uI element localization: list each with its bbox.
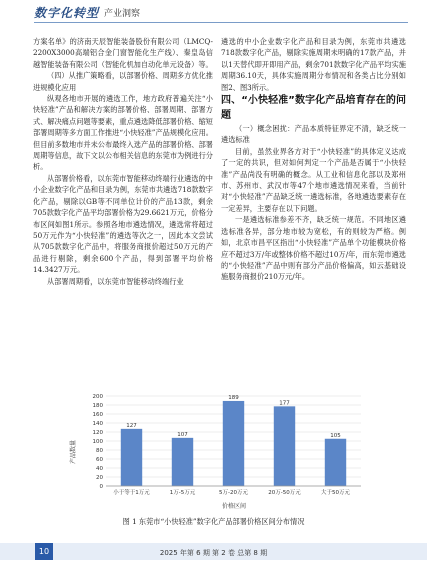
y-tick-label: 160 <box>92 412 103 418</box>
y-tick-label: 0 <box>99 484 103 490</box>
header-divider <box>34 22 408 23</box>
right-column <box>221 36 406 283</box>
bar-chart <box>66 390 366 510</box>
section-heading: 四、“小快轻准”数字化产品培育存在的问题 <box>221 95 406 122</box>
y-axis-label: 产品数量 <box>70 439 77 465</box>
bar <box>172 438 193 486</box>
x-tick-label: 1万-5万元 <box>169 490 196 496</box>
data-label: 189 <box>228 394 239 401</box>
y-tick-label: 180 <box>92 403 103 409</box>
y-tick-label: 200 <box>92 394 103 400</box>
y-tick-label: 40 <box>96 466 103 472</box>
left-column <box>33 36 213 287</box>
bar <box>223 401 244 486</box>
y-tick-label: 100 <box>92 439 103 445</box>
journal-logo: 数字化转型 <box>34 6 100 20</box>
y-tick-label: 120 <box>92 430 103 436</box>
paragraph: 一是遴选标准参差不齐，缺乏统一规范。不同地区遴选标准各异，部分地市较为宽松，有的则较为严格。例如，北京市昌平区指出“小快轻准”产品单个功能模块价格应不超过3万/年或整体价格不超过10万/年，而东莞市遴选的“小快轻准”产品中则有部分产品价格偏高，如云基础设施服务商报价210万元/年。 <box>221 215 406 282</box>
y-tick-label: 20 <box>96 475 103 481</box>
issue-info: 2025 年第 6 期 第 2 卷 总第 8 期 <box>159 549 268 557</box>
y-tick-label: 80 <box>96 448 103 454</box>
page-header <box>0 0 427 30</box>
paragraph: 纵观各地市开展的遴选工作，地方政府普遍关注“小快轻准”产品和解决方案的部署价格、部署周期、部署方式、解决痛点问题等要素，重点遴选降低部署价格、缩短部署周期等多方面工作推进“小快轻准”产品规模化应用。但目前多数地市并未公布最终入选产品的部署价格、部署周期等信息，故下文以公布相关信息的东莞市为例进行分析。 <box>33 94 213 172</box>
paragraph: 方案名单》的济南天辰智能装备股份有限公司（LMCQ-2200X3000高端铝合金门窗智能化生产线）、秦皇岛信越智能装备有限公司（智能化机加自动化单元设备）等。 <box>33 37 213 69</box>
paragraph: （一）概念困扰：产品本质特征界定不清，缺乏统一遴选标准 <box>221 124 406 145</box>
page-number: 10 <box>35 543 53 560</box>
x-tick-label: 5万-20万元 <box>219 490 248 496</box>
x-axis-label: 价格区间 <box>221 503 247 510</box>
y-tick-label: 60 <box>96 457 103 463</box>
paragraph: 从部署价格看，以东莞市智能移动终端行业遴选的中小企业数字化产品和目录为例，东莞市共遴选718款数字化产品，剔除以GB等不同单位计价的产品13款，剩余705款数字化产品平均部署价格为29.6621万元，价格分布区间如图1所示。参照各地市遴选情况，遴选常将超过50万元作为“小快轻准”的遴选等次之一，因此本文尝试从705款数字化产品中，将服务商报价超过50万元的产品进行剔除，剩余600个产品，得到部署平均价格14.3427万元。 <box>33 173 214 275</box>
paragraph: 遴选的中小企业数字化产品和目录为例，东莞市共遴选718款数字化产品，剔除实施周期未明确的17款产品，并以1天替代即开即用产品，剩余701款数字化产品平均实施周期36.10天，具体实施周期分布情况和各类占比分别如图2、图3所示。 <box>221 37 406 92</box>
data-label: 127 <box>126 422 137 429</box>
paragraph: （四）从推广策略看，以部署价格、周期多方优化推进规模化应用 <box>33 71 213 92</box>
x-tick-label: 20万-50万元 <box>268 490 301 496</box>
bar <box>325 439 346 486</box>
bar <box>121 429 142 486</box>
data-label: 107 <box>177 431 188 438</box>
section-label: 产业洞察 <box>104 9 141 19</box>
paragraph: 从部署周期看，以东莞市智能移动终端行业 <box>47 276 184 286</box>
data-label: 177 <box>279 400 290 407</box>
bar <box>274 406 295 486</box>
y-tick-label: 140 <box>92 421 103 427</box>
data-label: 105 <box>330 432 341 439</box>
figure-caption: 图 1 东莞市“小快轻准”数字化产品部署价格区间分布情况 <box>122 517 305 526</box>
x-tick-label: 小于等于1万元 <box>113 490 150 496</box>
bar-chart-svg <box>66 390 366 510</box>
paragraph: 目前，虽然业界各方对于“小快轻准”的具体定义达成了一定的共识，但对如何判定一个产品是否属于“小快轻准”产品尚没有明确的概念。从工业和信息化部以及郑州市、苏州市、武汉市等47个地市遴选情况来看，当前针对“小快轻准”产品缺乏统一遴选标准，各地遴选要素存在一定差异，主要存在以下问题。 <box>221 146 406 213</box>
x-tick-label: 大于50万元 <box>321 490 350 496</box>
